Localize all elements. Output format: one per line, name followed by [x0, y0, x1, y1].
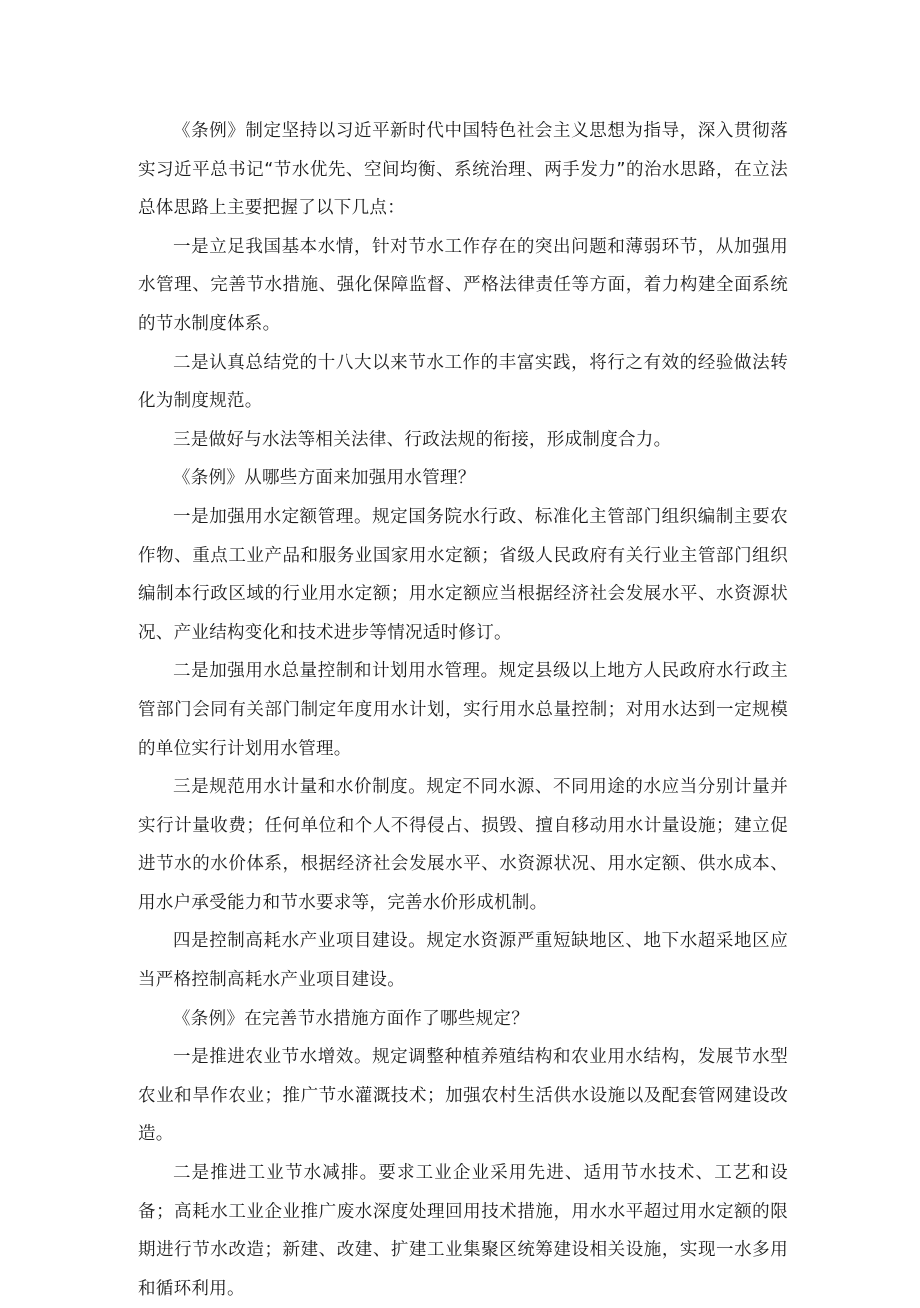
- paragraph-point-2: 二是认真总结党的十八大以来节水工作的丰富实践，将行之有效的经验做法转化为制度规范。: [138, 352, 788, 412]
- paragraph-metering-pricing: 三是规范用水计量和水价制度。规定不同水源、不同用途的水应当分别计量并实行计量收费；任何单位和个人不得侵占、损毁、擅自移动用水计量设施；建立促进节水的水价体系，根据经济社会发展水平、水资源状况、用水定额、供水成本、用水户承受能力和节水要求等，完善水价形成机制。: [138, 777, 788, 913]
- paragraph-total-control: 二是加强用水总量控制和计划用水管理。规定县级以上地方人民政府水行政主管部门会同有关部门制定年度用水计划，实行用水总量控制；对用水达到一定规模的单位实行计划用水管理。: [138, 661, 788, 759]
- paragraph-quota-management: 一是加强用水定额管理。规定国务院水行政、标准化主管部门组织编制主要农作物、重点工业产品和服务业国家用水定额；省级人民政府有关行业主管部门组织编制本行政区域的行业用水定额；用水定额应当根据经济社会发展水平、水资源状况、产业结构变化和技术进步等情况适时修订。: [138, 506, 788, 643]
- paragraph-point-3: 三是做好与水法等相关法律、行政法规的衔接，形成制度合力。: [173, 429, 672, 450]
- paragraph-point-1: 一是立足我国基本水情，针对节水工作存在的突出问题和薄弱环节，从加强用水管理、完善节水措施、强化保障监督、严格法律责任等方面，着力构建全面系统的节水制度体系。: [138, 236, 788, 334]
- paragraph-industry: 二是推进工业节水减排。要求工业企业采用先进、适用节水技术、工艺和设备；高耗水工业企业推广废水深度处理回用技术措施，用水水平超过用水定额的限期进行节水改造；新建、改建、扩建工业集聚区统筹建设相关设施，实现一水多用和循环利用。: [138, 1163, 788, 1299]
- document-body: [138, 112, 788, 1308]
- paragraph-agriculture: 一是推进农业节水增效。规定调整种植养殖结构和农业用水结构，发展节水型农业和旱作农业；推广节水灌溉技术；加强农村生活供水设施以及配套管网建设改造。: [138, 1047, 788, 1145]
- question-water-saving-measures: 《条例》在完善节水措施方面作了哪些规定？: [173, 1008, 529, 1029]
- paragraph-high-consumption: 四是控制高耗水产业项目建设。规定水资源严重短缺地区、地下水超采地区应当严格控制高耗水产业项目建设。: [138, 931, 788, 991]
- paragraph-intro: 《条例》制定坚持以习近平新时代中国特色社会主义思想为指导，深入贯彻落实习近平总书记“节水优先、空间均衡、系统治理、两手发力”的治水思路，在立法总体思路上主要把握了以下几点：: [138, 121, 788, 219]
- question-water-management: 《条例》从哪些方面来加强用水管理？: [173, 468, 476, 489]
